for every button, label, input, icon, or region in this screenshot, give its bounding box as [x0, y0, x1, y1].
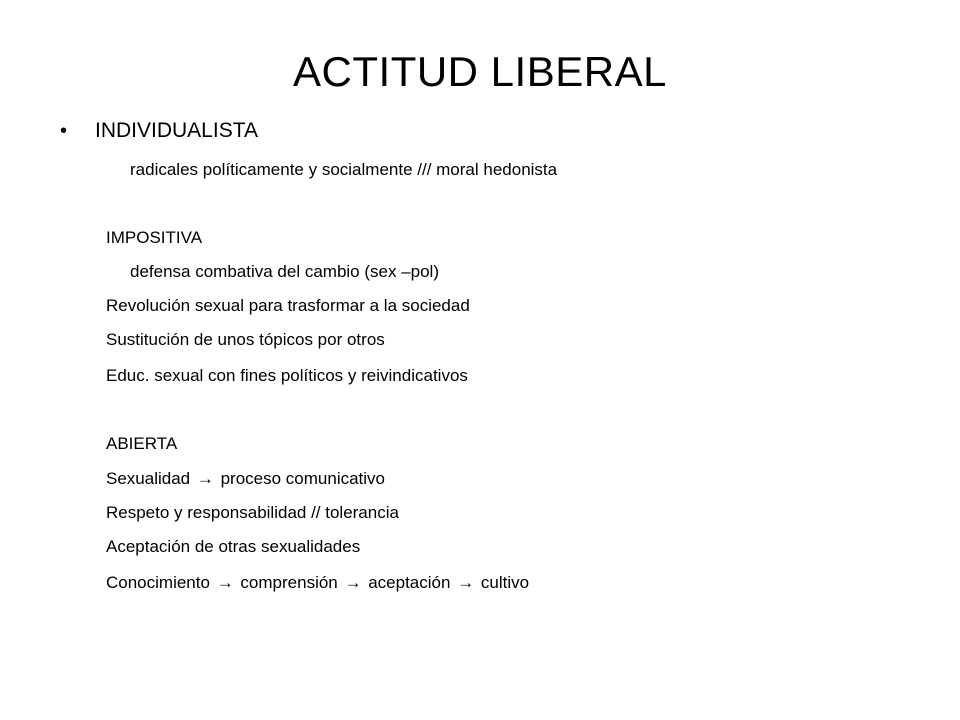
arrow-right-icon: → — [216, 573, 234, 592]
arrow-right-icon: → — [196, 469, 214, 488]
heading-abierta: ABIERTA — [106, 434, 178, 453]
heading-individualista: INDIVIDUALISTA — [95, 119, 258, 142]
line-sexualidad — [106, 467, 385, 491]
line-conocimiento — [106, 571, 529, 595]
aceptacion-term: aceptación — [368, 573, 451, 592]
heading-impositiva: IMPOSITIVA — [106, 228, 203, 247]
bullet-symbol: • — [60, 120, 68, 142]
line-respeto: Respeto y responsabilidad // tolerancia — [106, 503, 399, 522]
arrow-right-icon: → — [344, 573, 362, 592]
sexualidad-result: proceso comunicativo — [220, 469, 386, 488]
slide-title: ACTITUD LIBERAL — [293, 48, 667, 95]
conocimiento-term: Conocimiento — [106, 573, 210, 592]
sexualidad-term: Sexualidad — [106, 469, 191, 488]
line-radicales: radicales políticamente y socialmente /// moral hedonista — [130, 160, 558, 179]
line-sustitucion: Sustitución de unos tópicos por otros — [106, 330, 385, 349]
line-aceptacion: Aceptación de otras sexualidades — [106, 537, 361, 556]
cultivo-term: cultivo — [480, 573, 530, 592]
arrow-right-icon: → — [457, 573, 475, 592]
line-defensa: defensa combativa del cambio (sex –pol) — [130, 262, 439, 281]
line-revolucion: Revolución sexual para trasformar a la sociedad — [106, 296, 470, 315]
comprension-term: comprensión — [240, 573, 338, 592]
line-educ: Educ. sexual con fines políticos y reivindicativos — [106, 366, 468, 385]
